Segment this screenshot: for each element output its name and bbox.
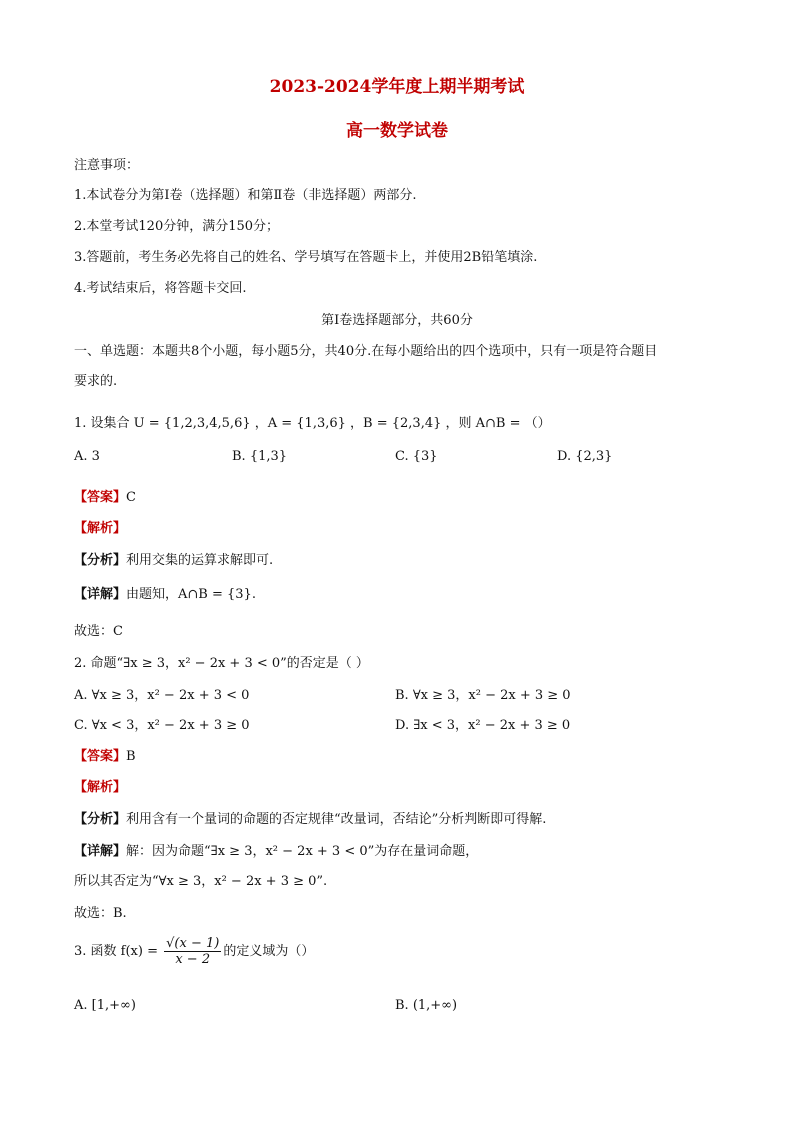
section-title: 第Ⅰ卷选择题部分，共60分: [321, 313, 473, 328]
question-3: [74, 936, 314, 967]
notes-heading: 注意事项：: [74, 158, 140, 173]
q1-option-d: D. {2,3}: [557, 449, 613, 464]
exam-title: 2023-2024学年度上期半期考试: [269, 77, 525, 97]
q1-fenxi: [74, 549, 273, 568]
q1-answer: [74, 486, 136, 505]
q2-choose: 故选：B.: [74, 906, 127, 921]
q1-detail: [74, 583, 256, 602]
q2-fenxi: [74, 808, 546, 827]
fenxi-label: 【分析】: [74, 812, 127, 827]
q3-suffix: 的定义域为（）: [223, 944, 315, 959]
q3-prefix: 3. 函数 f(x) =: [74, 944, 163, 959]
fenxi-text: 利用交集的运算求解即可.: [126, 553, 274, 568]
q1-choose: 故选：C: [74, 624, 123, 639]
analysis-label: 【解析】: [74, 521, 127, 536]
note-item: 2.本堂考试120分钟，满分150分；: [74, 219, 280, 234]
analysis-label: 【解析】: [74, 780, 127, 795]
section-intro-cont: 要求的.: [74, 374, 118, 389]
detail-text: 由题知，A∩B = {3}.: [126, 587, 256, 602]
q1-option-a: A. 3: [74, 449, 100, 464]
q2-answer: [74, 745, 136, 764]
q3-option-a: A. [1,+∞): [74, 998, 136, 1013]
q2-analysis: [74, 776, 126, 795]
detail-label: 【详解】: [74, 844, 127, 859]
q2-detail: [74, 840, 478, 859]
q2-option-d: D. ∃x < 3，x² − 2x + 3 ≥ 0: [395, 718, 571, 733]
q1-analysis: [74, 517, 126, 536]
note-item: 4.考试结束后，将答题卡交回.: [74, 281, 247, 296]
q2-option-c: C. ∀x < 3，x² − 2x + 3 ≥ 0: [74, 718, 250, 733]
note-item: 1.本试卷分为第Ⅰ卷（选择题）和第Ⅱ卷（非选择题）两部分.: [74, 188, 417, 203]
detail-label: 【详解】: [74, 587, 127, 602]
q3-option-b: B. (1,+∞): [395, 998, 458, 1013]
note-item: 3.答题前，考生务必先将自己的姓名、学号填写在答题卡上，并使用2B铅笔填涂.: [74, 250, 538, 265]
detail-text: 解：因为命题“∃x ≥ 3，x² − 2x + 3 < 0”为存在量词命题，: [126, 844, 479, 859]
q2-option-a: A. ∀x ≥ 3，x² − 2x + 3 < 0: [74, 688, 250, 703]
fenxi-label: 【分析】: [74, 553, 127, 568]
q1-option-c: C. {3}: [395, 449, 438, 464]
answer-value: B: [126, 749, 136, 764]
fraction-denominator: x − 2: [175, 952, 211, 967]
fraction-numerator: √(x − 1): [166, 936, 220, 951]
answer-label: 【答案】: [74, 490, 127, 505]
fenxi-text: 利用含有一个量词的命题的否定规律“改量词，否结论”分析判断即可得解.: [126, 812, 547, 827]
answer-label: 【答案】: [74, 749, 127, 764]
q2-option-b: B. ∀x ≥ 3，x² − 2x + 3 ≥ 0: [395, 688, 571, 703]
exam-subtitle: 高一数学试卷: [346, 121, 448, 141]
fraction: [164, 936, 221, 967]
question-1: 1. 设集合 U = {1,2,3,4,5,6} ，A = {1,3,6} ，B = {2,3,4} ，则 A∩B = （）: [74, 416, 551, 431]
section-intro: 一、单选题：本题共8个小题，每小题5分，共40分.在每小题给出的四个选项中，只有一项是符合题目: [74, 344, 658, 359]
question-2: 2. 命题“∃x ≥ 3，x² − 2x + 3 < 0”的否定是（ ）: [74, 656, 369, 671]
answer-value: C: [126, 490, 136, 505]
q1-option-b: B. {1,3}: [232, 449, 288, 464]
q2-detail-cont: 所以其否定为“∀x ≥ 3，x² − 2x + 3 ≥ 0”.: [74, 874, 328, 889]
